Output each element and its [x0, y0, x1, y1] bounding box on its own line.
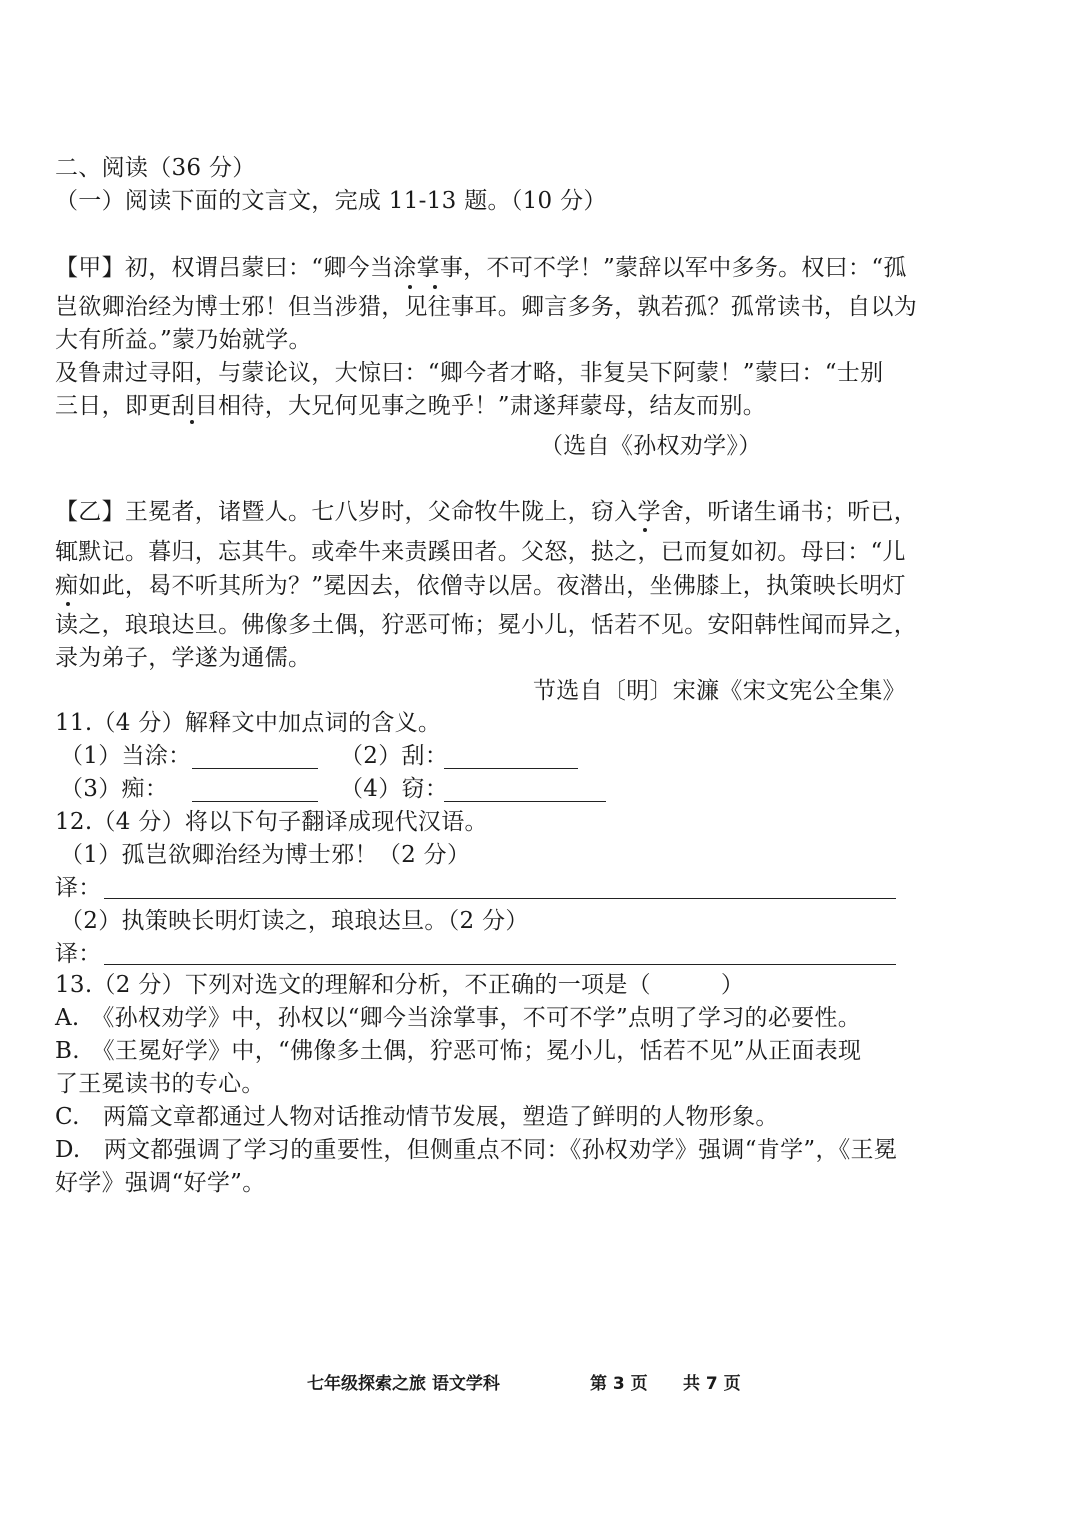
option-d: D. 两文都强调了学习的重要性，但侧重点不同：《孙权劝学》强调“肯学”，《王冕 [55, 1137, 898, 1163]
section-heading: 二、阅读（36 分） [55, 155, 256, 181]
passage-line: 及鲁肃过寻阳，与蒙论议，大惊曰：“卿今者才略，非复吴下阿蒙！”蒙曰：“士别 [55, 360, 884, 386]
question-prompt: 12.（4 分）将以下句子翻译成现代汉语。 [55, 809, 488, 835]
footer-total: 共 7 页 [683, 1374, 741, 1394]
passage-line: 辄默记。暮归，忘其牛。或牵牛来责蹊田者。父怒，挞之，已而复如初。母曰：“儿 [55, 539, 906, 565]
option-c: C. 两篇文章都通过人物对话推动情节发展，塑造了鲜明的人物形象。 [55, 1104, 779, 1130]
footer-title: 七年级探索之旅 语文学科 [307, 1374, 500, 1394]
option-a: A. 《孙权劝学》中，孙权以“卿今当涂掌事，不可不学”点明了学习的必要性。 [55, 1005, 862, 1031]
emphasis-dot [643, 528, 647, 532]
emphasis-dot [66, 602, 70, 606]
passage-source: （选自《孙权劝学》） [540, 433, 762, 459]
answer-blank[interactable] [192, 779, 318, 802]
emphasis-dot [433, 285, 437, 289]
section-intro: （一）阅读下面的文言文，完成 11-13 题。（10 分） [55, 188, 607, 214]
item-label: （3）痴： [60, 776, 169, 802]
option-d-cont: 好学》强调“好学”。 [55, 1170, 266, 1196]
answer-line[interactable] [104, 942, 896, 965]
question-prompt: 11.（4 分）解释文中加点词的含义。 [55, 710, 442, 736]
sentence-1: （1）孤岂欲卿治经为博士邪！（2 分） [60, 842, 471, 868]
passage-line: 大有所益。”蒙乃始就学。 [55, 327, 312, 353]
item-label: （2）刮： [340, 743, 449, 769]
sentence-2: （2）执策映长明灯读之，琅琅达旦。（2 分） [60, 908, 529, 934]
footer-page: 第 3 页 [590, 1374, 648, 1394]
passage-line: 录为弟子，学遂为通儒。 [55, 645, 312, 671]
answer-blank[interactable] [192, 746, 318, 769]
passage-source: 节选自〔明〕宋濂《宋文宪公全集》 [533, 678, 906, 704]
passage-line: 【乙】王冕者，诸暨人。七八岁时，父命牧牛陇上，窃入学舍，听诸生诵书；听已， [55, 499, 918, 525]
emphasis-dot [408, 285, 412, 289]
option-b-cont: 了王冕读书的专心。 [55, 1071, 265, 1097]
question-prompt: 13.（2 分）下列对选文的理解和分析，不正确的一项是（ ） [55, 972, 745, 998]
emphasis-dot [190, 420, 194, 424]
answer-blank[interactable] [444, 746, 578, 769]
item-label: （1）当涂： [60, 743, 192, 769]
passage-line: 岂欲卿治经为博士邪！但当涉猎，见往事耳。卿言多务，孰若孤？孤常读书，自以为 [55, 294, 918, 320]
passage-line: 【甲】初，权谓吕蒙曰：“卿今当涂掌事，不可不学！”蒙辞以军中多务。权曰：“孤 [55, 255, 907, 281]
passage-line: 痴如此，曷不听其所为？”冕因去，依僧寺以居。夜潜出，坐佛膝上，执策映长明灯 [55, 573, 906, 599]
answer-blank[interactable] [444, 779, 606, 802]
translate-label: 译： [55, 875, 102, 901]
passage-line: 三日，即更刮目相待，大兄何见事之晚乎！”肃遂拜蒙母，结友而别。 [55, 393, 767, 419]
passage-line: 读之，琅琅达旦。佛像多土偶，狞恶可怖；冕小儿，恬若不见。安阳韩性闻而异之， [55, 612, 918, 638]
answer-line[interactable] [104, 876, 896, 899]
item-label: （4）窃： [340, 776, 449, 802]
translate-label: 译： [55, 941, 102, 967]
option-b: B. 《王冕好学》中，“佛像多土偶，狞恶可怖；冕小儿，恬若不见”从正面表现 [55, 1038, 862, 1064]
